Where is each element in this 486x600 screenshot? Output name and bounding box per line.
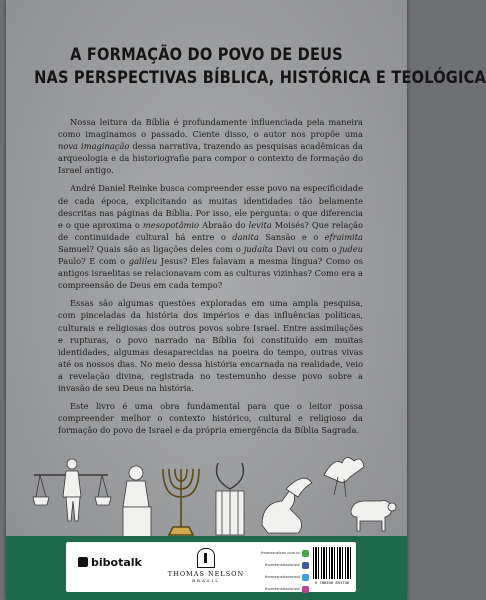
social-link (259, 583, 309, 595)
title-line-2: NAS PERSPECTIVAS BÍBLICA, HISTÓRICA E TEOLÓGICA (34, 68, 486, 88)
bibotalk-logo: bibotalk (78, 556, 142, 569)
social-links (259, 547, 309, 595)
paragraph-3: Essas são algumas questões exploradas em uma ampla pesquisa, com pinceladas da história dos impérios e das influências políticas, culturais e religiosas dos outros povos sobre Israel. Entre assimilações e rupturas, o povo narrado na Bíblia foi constituído em muitas identidades, algumas desaparecidas na poeira do tempo, outras vivas até os nossos dias. No meio dessa história encarnada na realidade, veio a revelação divina, registrada no testemunho desse povo sobre a invasão de seu Deus na história. (58, 298, 363, 393)
facebook-icon (302, 562, 309, 569)
web-icon (302, 550, 309, 557)
ram-figure (351, 501, 396, 531)
paragraph-4: Este livro é uma obra fundamental para que o leitor possa compreender melhor o contexto histórico, cultural e religioso da formação do povo de Israel e da própria emergência da Bíblia Sagrada. (58, 401, 363, 436)
social-link (259, 559, 309, 571)
twitter-icon (302, 574, 309, 581)
winged-beast-figure (262, 478, 312, 533)
title-line-1: A FORMAÇÃO DO POVO DE DEUS (70, 45, 343, 65)
paragraph-2: André Daniel Reinke busca compreender esse povo na especificidade de cada época, explicitando as muitas identidades tão belamente descritas nas páginas da Bíblia. Por isso, ele pergunta: o que diferencia e o que aproxima o mesopotâmio Abraão do levita Moisés? Que relação de continuidade cultural há entre o danita Sansão e o efraimita Samuel? Quais são as ligações deles com o judaíta Davi ou com o judeu Paulo? E com o galileu Jesus? Eles falavam a mesma língua? Como os antigos israelitas se relacionavam com as culturas vizinhas? Como era a compreensão de Deus em cada tempo? (58, 183, 363, 291)
social-link-text: thomasnelson.com.br (260, 551, 300, 555)
thomas-nelson-logo: THOMAS NELSON BRASIL (166, 548, 246, 583)
social-link-text: thomasnelsonbrasil (264, 587, 300, 591)
laurel-wreath-figure (216, 463, 244, 535)
social-link (259, 547, 309, 559)
publisher-logo-box (66, 542, 356, 592)
social-link-text: thomasnelsonbrasil (264, 575, 300, 579)
bibotalk-icon (78, 557, 88, 567)
blurb (58, 116, 363, 442)
dove-figure (324, 457, 364, 497)
social-link (259, 571, 309, 583)
thomas-nelson-icon (197, 548, 215, 568)
isbn-barcode: 9 786556 891736 (313, 547, 351, 587)
water-carrier-figure (33, 459, 111, 521)
instagram-icon (302, 586, 309, 593)
menorah-figure (163, 469, 199, 535)
ancient-figures-illustration (6, 455, 407, 540)
book-back-cover (6, 0, 486, 600)
cover-title (34, 44, 486, 90)
barcode-icon (313, 547, 351, 579)
social-link-text: thomasnelsonbrasil (264, 563, 300, 567)
paragraph-1: Nossa leitura da Bíblia é profundamente influenciada pela maneira como imaginamos o passado. Ciente disso, o autor nos propõe uma nova imaginação dessa narrativa, trazendo as pesquisas acadêmicas da arqueologia e da historiografia para compor o contexto de formação do Israel antigo. (58, 117, 363, 176)
seated-statue-figure (123, 466, 151, 537)
